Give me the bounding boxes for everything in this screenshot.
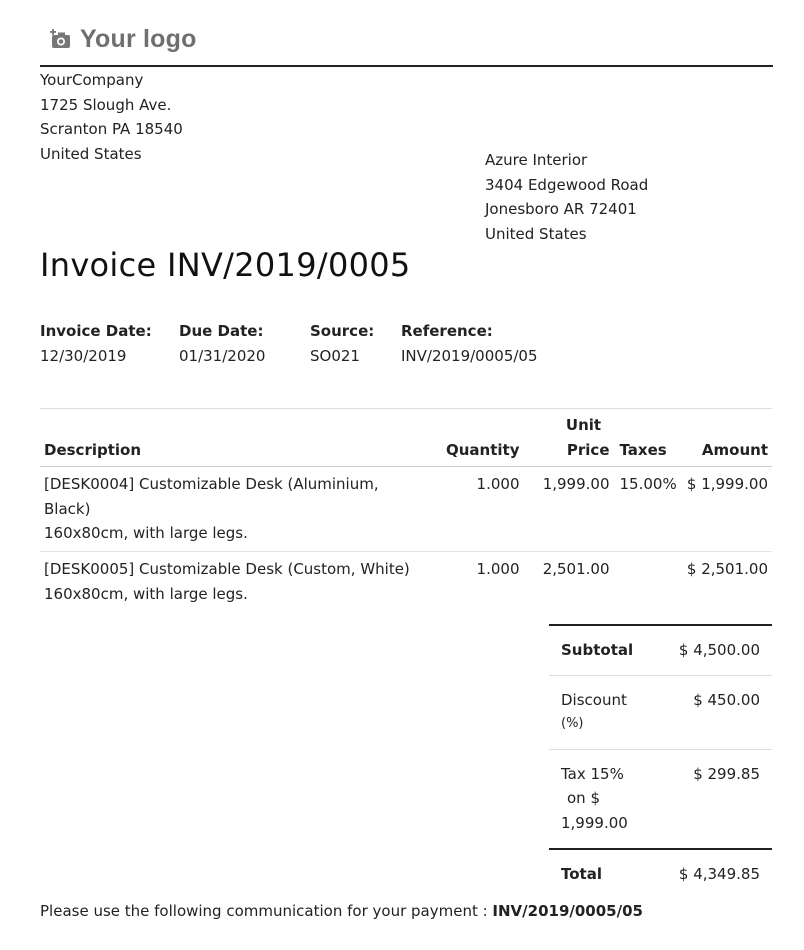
lines-top-divider (40, 408, 772, 409)
tax-label-text: 1,999.00 (561, 813, 628, 832)
header-divider (40, 65, 773, 67)
line-unit-price: 2,501.00 (542, 559, 610, 578)
col-taxes: Taxes (614, 413, 681, 467)
partner-street: 3404 Edgewood Road (485, 175, 649, 194)
line-unit-price: 1,999.00 (524, 467, 614, 552)
tax-label-text: on $ (567, 789, 600, 808)
col-description: Description (40, 413, 442, 467)
total-label: Total (549, 849, 659, 899)
company-address (40, 68, 183, 166)
logo-text: Your logo (80, 24, 197, 53)
invoice-lines-table (40, 413, 772, 611)
discount-value: $ 450.00 (659, 675, 772, 749)
invoice-date-block (40, 319, 152, 368)
reference-label: Reference: (401, 322, 493, 340)
invoice-title: Invoice INV/2019/0005 (40, 246, 411, 284)
totals-table (549, 624, 772, 898)
line-description-text: [DESK0005] Customizable Desk (Custom, White) (44, 559, 410, 578)
line-taxes: 15.00% (614, 467, 681, 552)
partner-address (485, 148, 648, 246)
invoice-date-label: Invoice Date: (40, 322, 152, 340)
discount-label-percent: (%) (561, 716, 584, 732)
col-amount: Amount (681, 413, 772, 467)
source-label: Source: (310, 322, 375, 340)
total-value: $ 4,349.85 (659, 849, 772, 899)
total-row (549, 849, 772, 899)
tax-row (549, 749, 772, 848)
col-unit-price (524, 413, 614, 467)
camera-add-icon (50, 29, 72, 49)
line-description (40, 551, 442, 611)
reference-value: INV/2019/0005/05 (401, 346, 538, 365)
line-taxes (614, 551, 681, 611)
col-price-label: Price (566, 440, 610, 459)
tax-label (549, 749, 659, 848)
payment-text: Please use the following communication for your payment : (40, 902, 493, 920)
line-description-text: Black) (44, 499, 91, 518)
subtotal-label: Subtotal (549, 625, 659, 675)
line-quantity: 1.000 (476, 559, 520, 578)
partner-city: Jonesboro AR 72401 (485, 200, 637, 219)
line-description-text: 160x80cm, with large legs. (44, 524, 248, 543)
company-city: Scranton PA 18540 (40, 120, 183, 139)
discount-row (549, 675, 772, 749)
tax-label-text: Tax 15% (561, 764, 624, 783)
source-value: SO021 (310, 346, 360, 365)
tax-value: $ 299.85 (659, 749, 772, 848)
company-logo (50, 22, 197, 56)
subtotal-value: $ 4,500.00 (659, 625, 772, 675)
line-description-text: [DESK0004] Customizable Desk (Aluminium, (44, 475, 379, 494)
reference-block (401, 319, 538, 368)
line-description (40, 467, 442, 552)
discount-label (549, 675, 659, 749)
due-date-block (179, 319, 265, 368)
payment-communication (40, 899, 643, 924)
company-name: YourCompany (40, 71, 144, 89)
payment-reference: INV/2019/0005/05 (492, 902, 643, 920)
line-description-text: 160x80cm, with large legs. (44, 584, 248, 603)
col-unit-label: Unit (565, 416, 602, 434)
company-street: 1725 Slough Ave. (40, 95, 172, 114)
invoice-date-value: 12/30/2019 (40, 346, 127, 365)
lines-header-row (40, 413, 772, 467)
partner-name: Azure Interior (485, 151, 588, 169)
company-country: United States (40, 144, 142, 163)
subtotal-row (549, 625, 772, 675)
discount-label-text: Discount (561, 690, 627, 709)
source-block (310, 319, 374, 368)
table-row (40, 467, 772, 552)
partner-country: United States (485, 224, 587, 243)
line-amount: $ 2,501.00 (686, 559, 768, 578)
due-date-label: Due Date: (179, 322, 264, 340)
due-date-value: 01/31/2020 (179, 346, 266, 365)
line-quantity: 1.000 (442, 467, 524, 552)
line-amount: $ 1,999.00 (681, 467, 772, 552)
table-row (40, 551, 772, 611)
col-quantity: Quantity (442, 413, 524, 467)
